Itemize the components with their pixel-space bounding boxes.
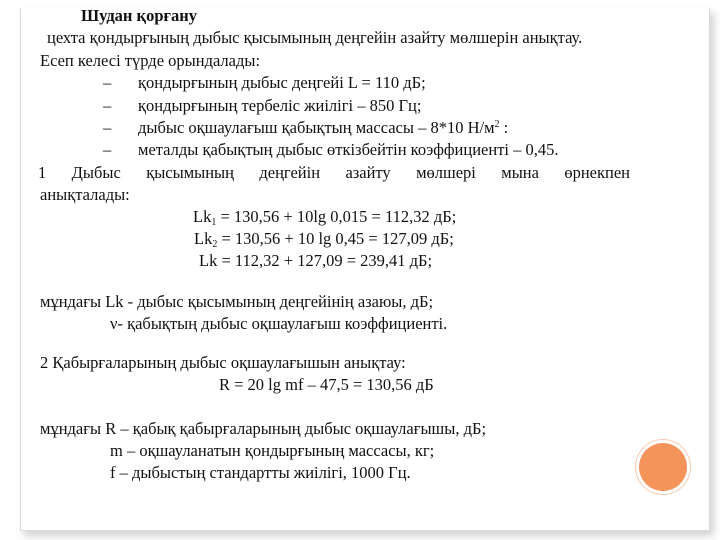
formula-subscript: 2: [212, 239, 218, 250]
step1-word: деңгейін: [259, 163, 321, 182]
formula-lk: [199, 250, 432, 272]
step1-word: мына: [501, 163, 539, 182]
formula-rest: = 130,56 + 10lg 0,015 = 112,32 дБ;: [216, 207, 457, 226]
formula-subscript: 1: [211, 217, 217, 228]
step1-line-2: анықталады:: [40, 185, 130, 204]
bullet-text: металды қабықтың дыбыс өткізбейтін коэффициенті – 0,45.: [138, 140, 559, 159]
bullet-text: дыбыс оқшаулағыш қабықтың массасы – 8*10 Н/м: [138, 118, 495, 137]
where2-line-3: f – дыбыстың стандартты жиілігі, 1000 Гц.: [110, 463, 411, 482]
formula-prefix: Lk: [194, 229, 213, 248]
formula-rest: = 130,56 + 10 lg 0,45 = 127,09 дБ;: [217, 229, 454, 248]
step1-word: азайту: [345, 163, 391, 182]
formula-lk1: [193, 206, 456, 228]
formula-r: R = 20 lg mf – 47,5 = 130,56 дБ: [219, 375, 434, 394]
where1-line-1: мұндағы Lk - дыбыс қысымының деңгейінің азаюы, дБ;: [40, 292, 434, 311]
step1-word: қысымының: [146, 163, 234, 182]
bullet-text: қондырғының дыбыс деңгейі L = 110 дБ;: [138, 73, 426, 92]
where2-line-1: мұндағы R – қабық қабырғаларының дыбыс оқшаулағышы, дБ;: [40, 419, 487, 438]
formula-prefix: Lk: [193, 207, 212, 226]
bullet-dash: –: [103, 118, 112, 137]
formula-rest: = 112,32 + 127,09 = 239,41 дБ;: [217, 251, 433, 270]
slide-title: Шудан қорғану: [81, 6, 197, 25]
decorative-circle: [639, 443, 687, 491]
unit-superscript: 2: [494, 119, 500, 130]
step1-word: өрнекпен: [564, 163, 630, 182]
bullet-dash: –: [103, 73, 112, 92]
intro-line-2: Есеп келесі түрде орындалады:: [40, 51, 261, 70]
bullet-tail: :: [499, 118, 509, 137]
bullet-text-group: [138, 117, 508, 139]
where2-line-2: m – оқшауланатын қондырғының массасы, кг;: [110, 441, 435, 460]
formula-lk2: [194, 228, 454, 250]
bullet-dash: –: [103, 140, 112, 159]
intro-line-1: цехта қондырғының дыбыс қысымының деңгейін азайту мөлшерін анықтау.: [47, 28, 583, 47]
step1-word: мөлшері: [416, 163, 476, 182]
step1-line: [38, 162, 630, 184]
step2-line: 2 Қабырғаларының дыбыс оқшаулағышын анықтау:: [40, 353, 406, 372]
step1-word: Дыбыс: [71, 163, 121, 182]
bullet-text: қондырғының тербеліс жиілігі – 850 Гц;: [138, 96, 422, 115]
step1-word: 1: [38, 163, 47, 182]
bullet-dash: –: [103, 96, 112, 115]
formula-prefix: Lk: [199, 251, 218, 270]
where1-line-2: ν- қабықтың дыбыс оқшаулағыш коэффициенті.: [110, 314, 448, 333]
